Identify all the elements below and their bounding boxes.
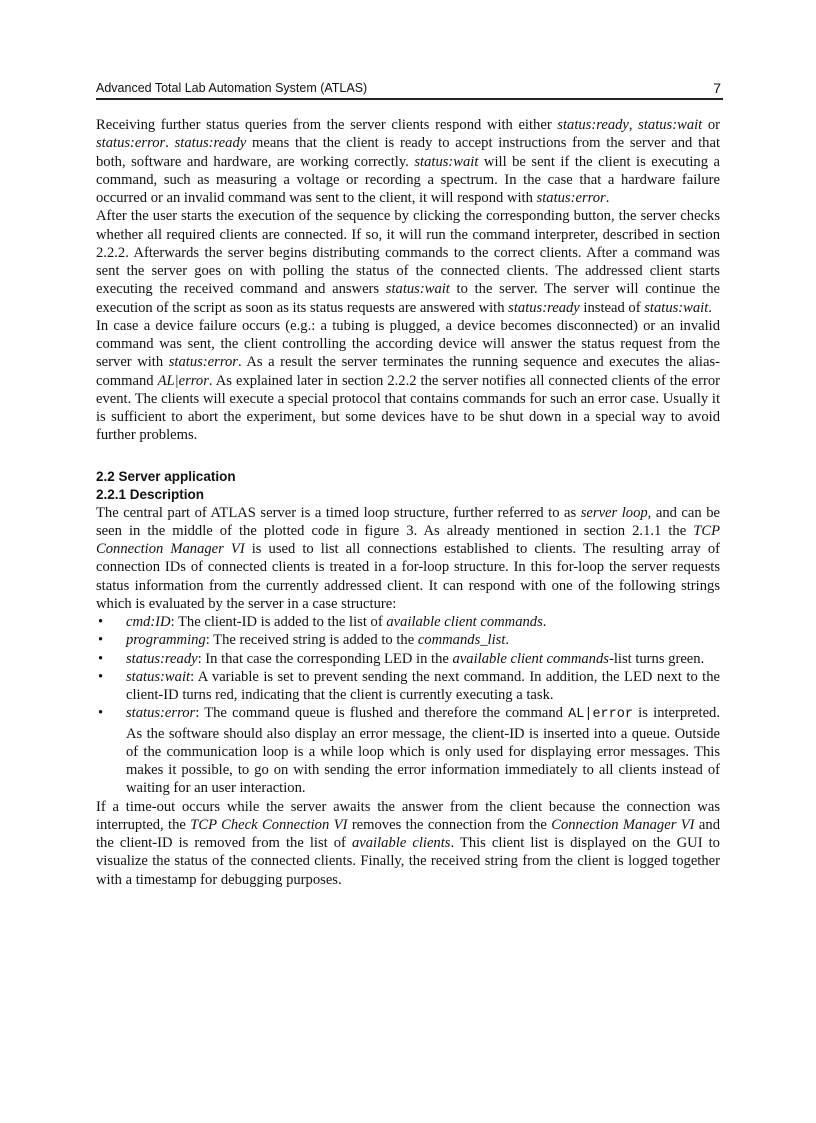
emphasis-text: available client commands <box>452 650 609 667</box>
text-run: -list turns green. <box>608 650 705 667</box>
text-run: : The received string is added to the <box>205 632 418 649</box>
emphasis-text: TCP Check Connection VI <box>190 816 348 833</box>
emphasis-text: status:wait <box>385 281 450 298</box>
text-run: or <box>702 117 721 133</box>
emphasis-text: commands_list <box>417 632 506 649</box>
text-run: will be sent if the client is executing a command, such as measuring a voltage or recording a spectrum. In the case that a hardware failure occurred or an invalid command was sent to the client, it will respond with <box>96 153 720 206</box>
text-run: : The command queue is flushed and therefore the command <box>195 705 569 722</box>
emphasis-text: Connection Manager VI <box>551 816 695 833</box>
code-text: AL|error <box>568 707 633 723</box>
subsection-heading: 2.2.1 Description <box>96 486 205 502</box>
text-run: After the user starts the execution of the sequence by clicking the corresponding button, the server checks whether all required clients are connected. If so, it will run the command interpreter, described in section 2.2.2. Afterwards the server begins distributing commands to the correct clients. After a command was sent the server goes on with polling the status of the connected clients. The addressed client starts executing the received command and answers <box>96 208 720 298</box>
text-run: . <box>605 190 610 206</box>
list-item <box>96 668 720 705</box>
text-run: : In that case the corresponding LED in the <box>197 650 453 667</box>
text-run: . As explained later in section 2.2.2 the server notifies all connected clients of the error event. The clients will execute a special protocol that contains commands for such an error case. Usually it is sufficient to abort the experiment, but some devices have to be shut down in a special way to avoid further problems. <box>96 372 720 444</box>
emphasis-text: status:error <box>536 190 606 206</box>
bullet-list <box>96 613 720 798</box>
emphasis-text: status:wait <box>126 668 191 685</box>
text-run: is used to list all connections established to clients. The resulting array of connection IDs of connected clients is treated in a for-loop structure. In this for-loop the server requests status information from the currently addressed client. It can respond with one of the following strings which is evaluated by the server in a case structure: <box>96 541 721 612</box>
header-title: Advanced Total Lab Automation System (ATLAS) <box>96 81 368 95</box>
emphasis-text: available clients <box>351 835 451 851</box>
emphasis-text: cmd:ID <box>126 614 171 630</box>
list-item <box>96 613 720 631</box>
text-run: . <box>542 614 547 630</box>
paragraph <box>96 798 720 889</box>
text-run: and the client-ID is removed from the list of <box>96 816 720 851</box>
paragraph <box>96 116 720 207</box>
emphasis-text: status:ready <box>557 117 629 133</box>
document-body <box>96 116 720 889</box>
text-run: to the server. The server will continue the execution of the script as soon as its status requests are answered with <box>96 281 720 316</box>
list-item <box>96 631 720 649</box>
text-run: : A variable is set to prevent sending the next command. In addition, the LED next to the client-ID turns red, indicating that the client is currently executing a task. <box>126 668 720 703</box>
text-run: instead of <box>579 299 645 316</box>
section-heading: 2.2 Server application <box>96 468 236 484</box>
text-run: . As a result the server terminates the running sequence and executes the alias-command <box>96 354 720 389</box>
page-number: 7 <box>713 80 721 96</box>
text-run: , <box>628 117 639 133</box>
list-item <box>96 704 720 797</box>
text-run: : The client-ID is added to the list of <box>170 614 387 630</box>
text-run: means that the client is ready to accept instructions from the server and that both, software and hardware, are working correctly. <box>96 135 721 170</box>
text-run: The central part of ATLAS server is a timed loop structure, further referred to as <box>96 504 581 521</box>
paragraph <box>96 504 720 614</box>
emphasis-text: available client commands <box>386 614 543 630</box>
text-run: In case a device failure occurs (e.g.: a tubing is plugged, a device becomes disconnected) or an invalid command was sent, the client controlling the according device will answer the status request from the server with <box>96 317 720 371</box>
text-run: If a time-out occurs while the server awaits the answer from the client because the connection was interrupted, the <box>96 798 720 833</box>
emphasis-text: status:ready <box>126 650 198 667</box>
text-run: Receiving further status queries from the server clients respond with either <box>96 117 558 133</box>
paragraph <box>96 317 720 445</box>
text-run: . <box>708 299 712 316</box>
text-run: is interpreted. As the software should also display an error message, the client-ID is inserted into a queue. Outside of the communication loop is a while loop which is only used for displaying error messages. This makes it possible, to go on with sending the error information immediately to all clients instead of waiting for an user interaction. <box>126 705 720 797</box>
emphasis-text: status:error <box>96 135 166 152</box>
emphasis-text: status:wait <box>638 117 703 133</box>
emphasis-text: status:error <box>126 705 196 722</box>
text-run: removes the connection from the <box>347 816 552 833</box>
emphasis-text: status:wait <box>644 299 709 316</box>
emphasis-text: TCP Connection Manager VI <box>96 522 720 557</box>
emphasis-text: status:ready <box>174 135 247 152</box>
text-run: . <box>165 135 175 152</box>
emphasis-text: status:wait <box>414 153 479 170</box>
emphasis-text: status:error <box>168 354 238 371</box>
text-run: . This client list is displayed on the GUI to visualize the status of the connected clients. Finally, the received string from the client is logged together with a timestamp for debugging purposes. <box>96 835 720 888</box>
running-header <box>96 80 723 100</box>
emphasis-text: status:ready <box>508 299 580 316</box>
text-run: , and can be seen in the middle of the plotted code in figure 3. As already mentioned in section 2.1.1 the <box>96 504 720 539</box>
emphasis-text: AL|error <box>157 372 209 389</box>
text-run: . <box>505 632 510 649</box>
emphasis-text: programming <box>126 632 206 649</box>
emphasis-text: server loop <box>580 504 648 521</box>
paragraph <box>96 207 720 317</box>
list-item <box>96 650 720 668</box>
